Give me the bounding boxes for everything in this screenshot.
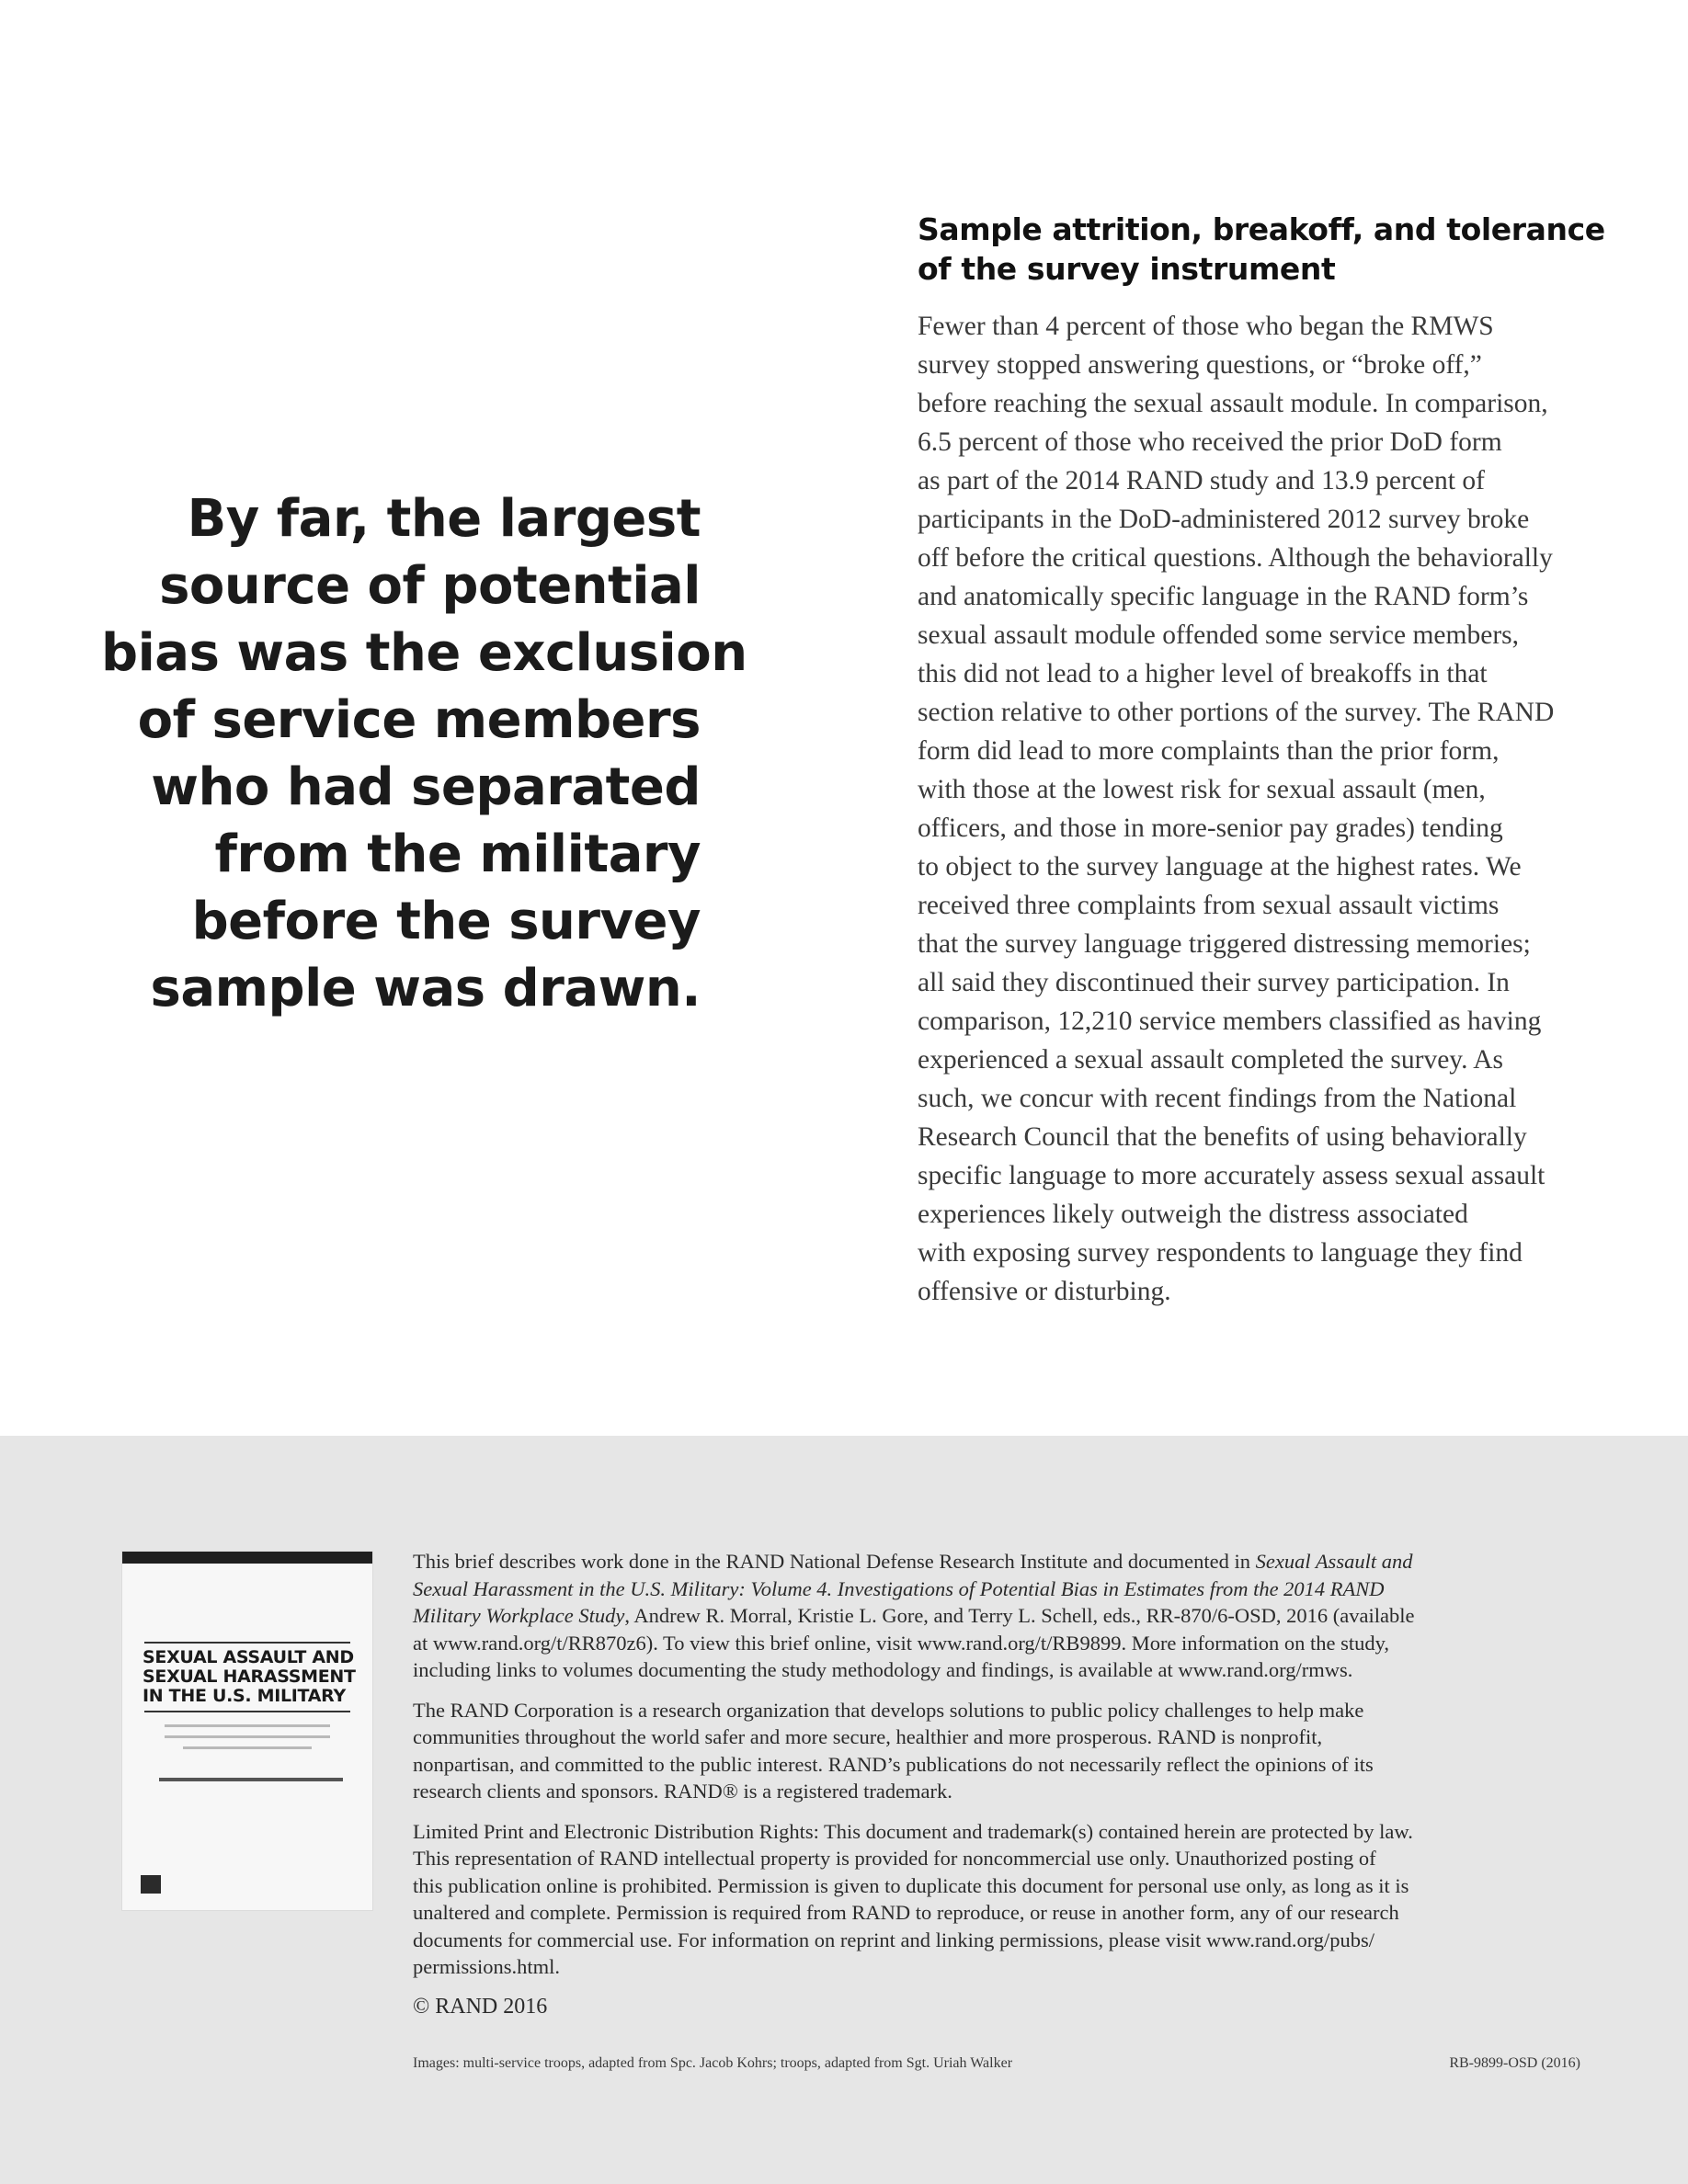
body-line: sexual assault module offended some service members, xyxy=(918,620,1519,650)
body-line: all said they discontinued their survey participation. In xyxy=(918,968,1510,997)
section-heading xyxy=(918,210,1616,289)
body-line: section relative to other portions of the survey. The RAND xyxy=(918,698,1555,727)
brief-description xyxy=(413,1548,1585,1684)
body-line: offensive or disturbing. xyxy=(918,1277,1171,1306)
body-line: survey stopped answering questions, or “broke off,” xyxy=(918,350,1482,380)
body-line: form did lead to more complaints than the prior form, xyxy=(918,736,1500,766)
body-line: experiences likely outweigh the distress associated xyxy=(918,1200,1468,1229)
brief-text: including links to volumes documenting the study methodology and findings, is available at www.rand.org/rmws. xyxy=(413,1658,1353,1681)
pull-quote-line: of service members xyxy=(137,690,701,750)
cover-authors-placeholder xyxy=(159,1778,343,1781)
rand-logo-icon xyxy=(141,1875,161,1894)
pull-quote-line: who had separated xyxy=(151,757,701,817)
report-title: Sexual Assault and xyxy=(1255,1550,1413,1573)
article-body xyxy=(918,307,1616,1311)
cover-subtitle-placeholder xyxy=(165,1735,330,1738)
pull-quote-line: bias was the exclusion xyxy=(101,623,747,683)
pull-quote-line: from the military xyxy=(214,825,701,884)
cover-top-bar xyxy=(122,1552,372,1564)
pull-quote-line: source of potential xyxy=(159,556,701,616)
body-line: comparison, 12,210 service members classified as having xyxy=(918,1007,1542,1036)
report-cover-thumbnail xyxy=(122,1552,372,1910)
body-line: Fewer than 4 percent of those who began the RMWS xyxy=(918,312,1494,341)
body-line: experienced a sexual assault completed the survey. As xyxy=(918,1045,1504,1075)
body-line: this did not lead to a higher level of breakoffs in that xyxy=(918,659,1488,688)
body-line: with exposing survey respondents to language they find xyxy=(918,1238,1523,1268)
body-line: such, we concur with recent findings from the National xyxy=(918,1084,1517,1113)
pull-quote xyxy=(101,485,747,1022)
cover-subtitle-placeholder xyxy=(183,1746,312,1749)
cover-title-line: SEXUAL ASSAULT AND xyxy=(143,1647,354,1667)
body-line: participants in the DoD-administered 2012 survey broke xyxy=(918,505,1530,534)
about-line: communities throughout the world safer and more secure, healthier and more prosperous. RAND is nonprofit, xyxy=(413,1725,1323,1748)
image-credit: Images: multi-service troops, adapted from Spc. Jacob Kohrs; troops, adapted from Sgt. Uriah Walker xyxy=(413,2055,1013,2071)
body-line: officers, and those in more-senior pay grades) tending xyxy=(918,813,1503,843)
copyright: © RAND 2016 xyxy=(413,1994,548,2019)
rights-line: this publication online is prohibited. Permission is given to duplicate this document for personal use only, as long as it is xyxy=(413,1873,1409,1897)
cover-title-line: SEXUAL HARASSMENT xyxy=(143,1666,356,1687)
about-line: The RAND Corporation is a research organization that develops solutions to public policy challenges to help make xyxy=(413,1698,1364,1722)
distribution-rights xyxy=(413,1818,1585,1981)
cover-title-line: IN THE U.S. MILITARY xyxy=(143,1686,346,1706)
body-line: and anatomically specific language in the RAND form’s xyxy=(918,582,1529,611)
brief-text: at www.rand.org/t/RR870z6). To view this brief online, visit www.rand.org/t/RB9899. More information on the study, xyxy=(413,1631,1390,1655)
report-title: Military Workplace Study xyxy=(413,1604,625,1627)
body-line: that the survey language triggered distressing memories; xyxy=(918,929,1531,959)
body-line: received three complaints from sexual assault victims xyxy=(918,891,1500,920)
body-line: to object to the survey language at the highest rates. We xyxy=(918,852,1522,882)
rights-line: This representation of RAND intellectual property is provided for noncommercial use only. Unauthorized posting of xyxy=(413,1847,1376,1870)
about-rand xyxy=(413,1697,1585,1805)
section-heading-line: Sample attrition, breakoff, and tolerance xyxy=(918,211,1605,247)
cover-subtitle-placeholder xyxy=(165,1724,330,1727)
document-number: RB-9899-OSD (2016) xyxy=(1449,2055,1580,2071)
pull-quote-line: sample was drawn. xyxy=(150,959,701,1018)
footer-text xyxy=(413,1548,1585,2037)
body-line: 6.5 percent of those who received the prior DoD form xyxy=(918,427,1502,457)
cover-rule xyxy=(144,1711,350,1712)
body-line: as part of the 2014 RAND study and 13.9 percent of xyxy=(918,466,1485,495)
footer-panel xyxy=(0,1436,1688,2184)
report-title: Sexual Harassment in the U.S. Military: Volume 4. Investigations of Potential Bias in Estimates from the 2014 RAND xyxy=(413,1576,1385,1600)
body-line: Research Council that the benefits of using behaviorally xyxy=(918,1122,1527,1152)
body-line: off before the critical questions. Although the behaviorally xyxy=(918,543,1553,573)
rights-line: permissions.html. xyxy=(413,1955,561,1978)
pull-quote-line: before the survey xyxy=(191,892,701,951)
cover-title xyxy=(143,1648,363,1706)
pull-quote-line: By far, the largest xyxy=(187,489,701,549)
about-line: research clients and sponsors. RAND® is a registered trademark. xyxy=(413,1780,952,1803)
rights-line: Limited Print and Electronic Distribution Rights: This document and trademark(s) contained herein are protected by law. xyxy=(413,1819,1413,1843)
body-line: with those at the lowest risk for sexual assault (men, xyxy=(918,775,1486,804)
rights-line: unaltered and complete. Permission is required from RAND to reproduce, or reuse in another form, any of our research xyxy=(413,1901,1399,1924)
section-heading-line: of the survey instrument xyxy=(918,251,1336,287)
rights-line: documents for commercial use. For information on reprint and linking permissions, please visit www.rand.org/pubs/ xyxy=(413,1928,1375,1951)
brief-text: , Andrew R. Morral, Kristie L. Gore, and Terry L. Schell, eds., RR-870/6-OSD, 2016 (available xyxy=(624,1604,1415,1627)
about-line: nonpartisan, and committed to the public interest. RAND’s publications do not necessarily reflect the opinions of its xyxy=(413,1752,1374,1776)
body-line: before reaching the sexual assault module. In comparison, xyxy=(918,389,1548,418)
article-section xyxy=(918,210,1616,1311)
brief-text: This brief describes work done in the RAND National Defense Research Institute and documented in xyxy=(413,1550,1256,1573)
cover-rule xyxy=(144,1642,350,1644)
body-line: specific language to more accurately assess sexual assault xyxy=(918,1161,1545,1190)
